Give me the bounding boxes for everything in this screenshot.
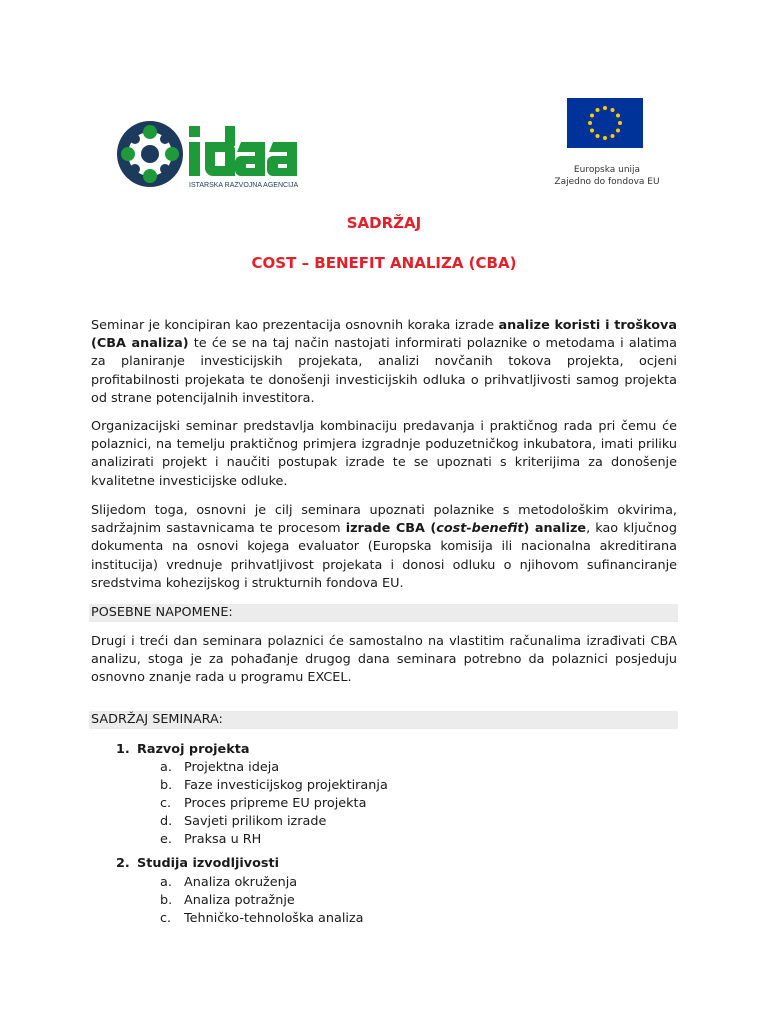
p3-bold-1: izrade CBA (	[345, 521, 437, 537]
section-title: Razvoj projekta	[137, 742, 250, 757]
list-item	[160, 910, 364, 928]
p3-text-a: Slijedom toga, osnovni je cilj seminara upoznati polaznike s metodološkim okvirima, sadržajnim sastavnicama te procesom	[91, 503, 677, 537]
list-item-text: Savjeti prilikom izrade	[184, 814, 327, 829]
goal-paragraph	[91, 502, 677, 593]
p3-bold-2: ) analize	[523, 521, 587, 537]
p3-text-e: , kao ključnog dokumenta na osnovi kojega evaluator (Europska komisija ili nacionalna akreditirana institucija) vrednuje prihvatljivost projekata i donosi odluku o njihovom sufinanciranje sredstvima kohezijskog i strukturnih fondova EU.	[91, 521, 677, 591]
list-item	[160, 777, 388, 795]
section-2-title	[116, 855, 279, 873]
section-number: 2.	[116, 856, 130, 871]
list-item-letter: a.	[160, 760, 172, 775]
list-item-letter: b.	[160, 778, 173, 793]
list-item	[160, 813, 326, 831]
list-item-text: Projektna ideja	[184, 760, 280, 775]
page-subtitle: COST – BENEFIT ANALIZA (CBA)	[251, 254, 517, 272]
list-item	[160, 795, 366, 813]
ida-logo	[115, 118, 315, 190]
list-item-letter: c.	[160, 911, 172, 926]
section-number: 1.	[116, 742, 130, 757]
list-item-letter: b.	[160, 893, 173, 908]
p1-text-a: Seminar je koncipiran kao prezentacija osnovnih koraka izrade	[91, 318, 499, 333]
section-title: Studija izvodljivosti	[137, 856, 280, 871]
eu-flag-icon	[567, 98, 643, 148]
list-item-letter: d.	[160, 814, 173, 829]
ida-logo-graphic	[115, 118, 315, 190]
list-item	[160, 874, 297, 892]
eu-caption-line1: Europska unija	[573, 165, 641, 175]
intro-paragraph	[91, 317, 677, 408]
special-notes-heading: POSEBNE NAPOMENE:	[89, 604, 678, 622]
list-item-text: Proces pripreme EU projekta	[184, 796, 367, 811]
list-item-letter: c.	[160, 796, 172, 811]
list-item	[160, 892, 295, 910]
logo-subtitle: ISTARSKA RAZVOJNA AGENCIJA	[189, 182, 299, 189]
p3-bold-italic: cost-benefit	[436, 521, 524, 537]
seminar-content-heading: SADRŽAJ SEMINARA:	[89, 711, 678, 729]
page-title: SADRŽAJ	[346, 214, 422, 232]
eu-caption-line2: Zajedno do fondova EU	[554, 177, 660, 187]
list-item-text: Praksa u RH	[184, 832, 262, 847]
list-item-letter: e.	[160, 832, 172, 847]
list-item-text: Faze investicijskog projektiranja	[184, 778, 388, 793]
list-item-letter: a.	[160, 875, 172, 890]
p1-text-c: te će se na taj način nastojati informirati polaznike o metodama i alatima za planiranje investicijskih projekata, analizi novčanih tokova projekta, ocjeni profitabilnosti projekata te donošenji investicijskih odluka o prihvatljivosti samog projekta od strane potencijalnih investitora.	[91, 336, 677, 406]
p1-bold: analize koristi i troškova (CBA analiza)	[91, 318, 677, 352]
eu-badge	[552, 98, 662, 188]
special-notes-paragraph: Drugi i treći dan seminara polaznici će samostalno na vlastitim računalima izrađivati CBA analizu, stoga je za pohađanje drugog dana seminara potrebno da polaznici posjeduju osnovno znanje rada u programu EXCEL.	[91, 634, 677, 686]
list-item-text: Analiza okruženja	[184, 875, 298, 890]
list-item-text: Analiza potražnje	[184, 893, 295, 908]
list-item	[160, 759, 279, 777]
organization-paragraph: Organizacijski seminar predstavlja kombinaciju predavanja i praktičnog rada pri čemu će polaznici, na temelju praktičnog primjera izgradnje poduzetničkog inkubatora, imati priliku analizirati projekt i naučiti postupak izrade te se upoznati s kriterijima za donošenje kvalitetne investicijske odluke.	[91, 419, 677, 489]
list-item	[160, 831, 261, 849]
list-item-text: Tehničko-tehnološka analiza	[184, 911, 364, 926]
section-1-title	[116, 741, 250, 759]
